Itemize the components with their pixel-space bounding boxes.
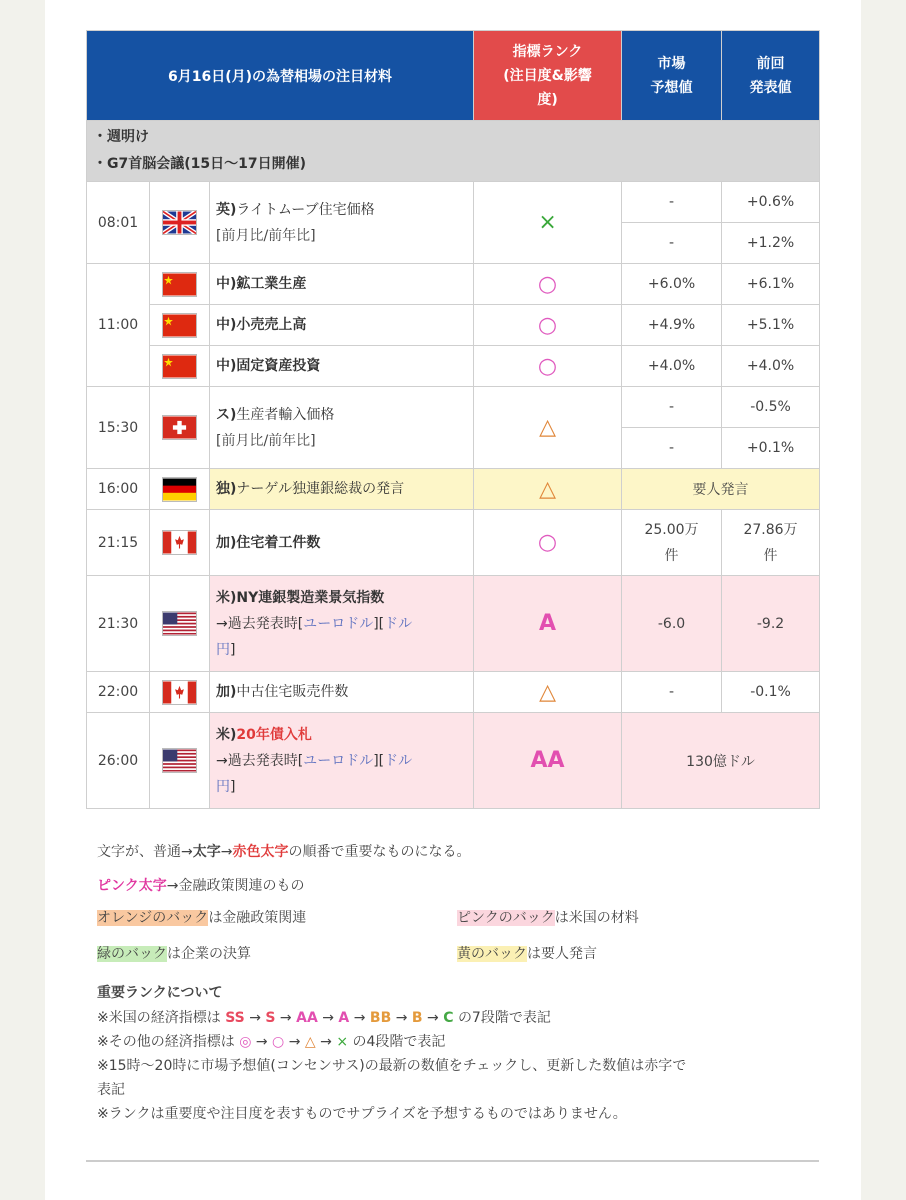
- indicator-cell: 米)20年債入札 →過去発表時[ユーロドル][ドル 円]: [210, 713, 474, 809]
- rank-cell: A: [474, 576, 622, 672]
- table-row: [87, 576, 820, 672]
- forecast-header: 市場 予想値: [622, 31, 722, 121]
- rank-cell: ○: [474, 346, 622, 387]
- notes-row: [87, 121, 820, 182]
- forecast-cell: -: [622, 182, 722, 223]
- table-row: [87, 713, 820, 809]
- forecast-cell: +4.0%: [622, 346, 722, 387]
- time-cell: 21:15: [87, 510, 150, 576]
- time-cell: 22:00: [87, 672, 150, 713]
- eurusd-link[interactable]: ユーロドル: [303, 615, 374, 632]
- divider: [86, 1160, 819, 1162]
- usdjpy-link[interactable]: ドル 円: [216, 752, 413, 795]
- previous-cell: -0.5%: [722, 387, 820, 428]
- forecast-cell: -: [622, 672, 722, 713]
- indicator-cell: 独)ナーゲル独連銀総裁の発言: [210, 469, 474, 510]
- table-row: [87, 182, 820, 223]
- merged-value-cell: 130億ドル: [622, 713, 820, 809]
- forecast-cell: -6.0: [622, 576, 722, 672]
- previous-cell: -0.1%: [722, 672, 820, 713]
- time-cell: 16:00: [87, 469, 150, 510]
- canada-flag-icon: [162, 530, 197, 555]
- table-row: [87, 305, 820, 346]
- indicator-cell: 米)NY連銀製造業景気指数 →過去発表時[ユーロドル][ドル 円]: [210, 576, 474, 672]
- forecast-cell: +6.0%: [622, 264, 722, 305]
- rank-cell: △: [474, 672, 622, 713]
- table-row: [87, 387, 820, 428]
- previous-cell: +0.6%: [722, 182, 820, 223]
- indicator-cell: 中)小売売上高: [210, 305, 474, 346]
- usdjpy-link[interactable]: ドル 円: [216, 615, 413, 658]
- us-flag-icon: [162, 748, 197, 773]
- forecast-cell: -: [622, 223, 722, 264]
- time-cell: 26:00: [87, 713, 150, 809]
- indicator-cell: 加)住宅着工件数: [210, 510, 474, 576]
- rank-header: 指標ランク (注目度&影響 度): [474, 31, 622, 121]
- table-row: [87, 672, 820, 713]
- previous-cell: +6.1%: [722, 264, 820, 305]
- table-row: [87, 510, 820, 576]
- previous-cell: -9.2: [722, 576, 820, 672]
- previous-cell: +4.0%: [722, 346, 820, 387]
- uk-flag-icon: [162, 210, 197, 235]
- swiss-flag-icon: [162, 415, 197, 440]
- germany-flag-icon: [162, 477, 197, 502]
- china-flag-icon: [162, 313, 197, 338]
- forecast-cell: -: [622, 387, 722, 428]
- header-row: [87, 31, 820, 121]
- rank-about-title: 重要ランクについて: [97, 985, 223, 1001]
- indicator-cell: 中)鉱工業生産: [210, 264, 474, 305]
- forecast-cell: 25.00万 件: [622, 510, 722, 576]
- rank-cell: ○: [474, 264, 622, 305]
- indicator-cell: 中)固定資産投資: [210, 346, 474, 387]
- table-row: [87, 469, 820, 510]
- rank-cell: ○: [474, 510, 622, 576]
- indicator-cell: 英)ライトムーブ住宅価格 [前月比/前年比]: [210, 182, 474, 264]
- time-cell: 11:00: [87, 264, 150, 387]
- indicator-cell: ス)生産者輸入価格 [前月比/前年比]: [210, 387, 474, 469]
- previous-cell: 27.86万 件: [722, 510, 820, 576]
- legend: 文字が、普通→太字→赤色太字の順番で重要なものになる。 ピンク太字→金融政策関連のもの オレンジのバックは金融政策関連 ピンクのバックは米国の材料 緑のバックは企業の決算 黄のバックは要人発言 重要ランクについて ※米国の経済指標は SS → S → AA → A → BB → B → C の7段階で表記 ※その他の経済指標は ◎ → ○ → △ → × の4段階で表記 ※15時～20時に市場予想値(コンセンサス)の最新の数値をチェックし、更新した数値は赤字で 表記 ※ランクは重要度や注目度を表すものでサプライズを予想するものではありません。: [97, 842, 817, 1126]
- china-flag-icon: [162, 354, 197, 379]
- table-row: [87, 346, 820, 387]
- rank-cell: △: [474, 469, 622, 510]
- time-cell: 08:01: [87, 182, 150, 264]
- previous-cell: +5.1%: [722, 305, 820, 346]
- previous-header: 前回 発表値: [722, 31, 820, 121]
- us-flag-icon: [162, 611, 197, 636]
- time-cell: 21:30: [87, 576, 150, 672]
- calendar-table: [86, 30, 820, 809]
- canada-flag-icon: [162, 680, 197, 705]
- table-row: [87, 264, 820, 305]
- previous-cell: +1.2%: [722, 223, 820, 264]
- page: [45, 0, 861, 1200]
- forecast-cell: +4.9%: [622, 305, 722, 346]
- notes: ・週明け ・G7首脳会議(15日～17日開催): [87, 121, 820, 182]
- previous-cell: +0.1%: [722, 428, 820, 469]
- rank-cell: ×: [474, 182, 622, 264]
- rank-cell: AA: [474, 713, 622, 809]
- eurusd-link[interactable]: ユーロドル: [303, 752, 374, 769]
- time-cell: 15:30: [87, 387, 150, 469]
- rank-cell: ○: [474, 305, 622, 346]
- rank-cell: △: [474, 387, 622, 469]
- indicator-cell: 加)中古住宅販売件数: [210, 672, 474, 713]
- forecast-cell: -: [622, 428, 722, 469]
- merged-value-cell: 要人発言: [622, 469, 820, 510]
- table-title: 6月16日(月)の為替相場の注目材料: [87, 31, 474, 121]
- china-flag-icon: [162, 272, 197, 297]
